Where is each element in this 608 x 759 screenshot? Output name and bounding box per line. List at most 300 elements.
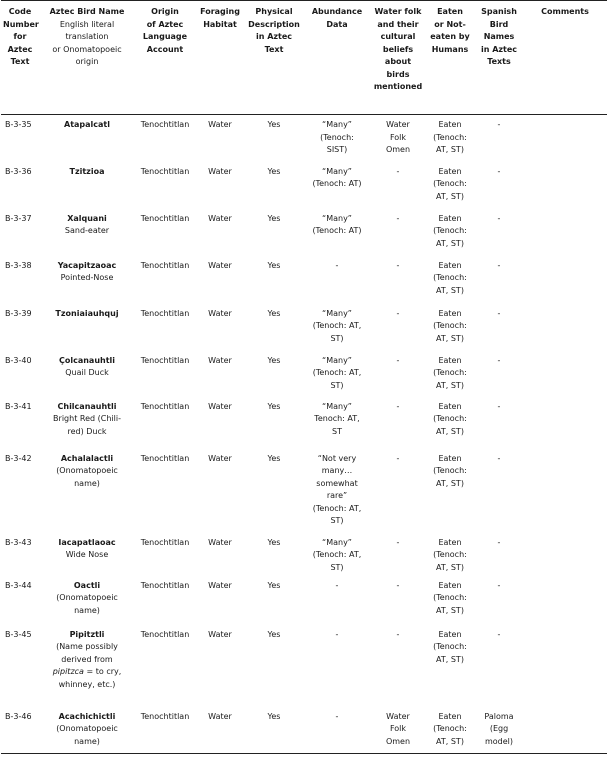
- cell-abundance: [303, 351, 371, 397]
- cell-code: B-3-38: [5, 260, 32, 270]
- abundance-line: ST: [332, 426, 342, 436]
- header-line: eaten by: [430, 32, 470, 41]
- cell-physical: Yes: [267, 537, 281, 547]
- eaten-line: (Tenoch:: [433, 550, 467, 559]
- water-folk-line: Water: [386, 120, 410, 129]
- bird-translation: red) Duck: [67, 426, 107, 436]
- eaten-line: AT, ST): [436, 562, 464, 572]
- cell-abundance: [303, 576, 371, 625]
- water-folk-line: -: [396, 401, 400, 411]
- cell-physical: Yes: [267, 213, 281, 223]
- cell-eaten: [425, 397, 475, 449]
- eaten-line: AT, ST): [436, 605, 464, 615]
- abundance-line: “Many”: [322, 355, 352, 365]
- cell-physical: Yes: [267, 120, 281, 129]
- cell-comments: [523, 304, 607, 351]
- cell-abundance: [303, 209, 371, 256]
- cell-water-folk: [371, 707, 425, 754]
- eaten-line: (Tenoch:: [433, 724, 467, 733]
- bird-translation: Bright Red (Chili-: [53, 414, 121, 423]
- cell-abundance: [303, 256, 371, 304]
- table-row: [1, 115, 607, 162]
- cell-physical: Yes: [267, 308, 281, 318]
- bird-name: Achalalactli: [60, 453, 114, 463]
- cell-abundance: [303, 707, 371, 754]
- water-folk-line: -: [396, 537, 400, 547]
- table-row: [1, 533, 607, 576]
- cell-origin: Tenochtitlan: [140, 166, 190, 176]
- abundance-line: (Tenoch: AT,: [312, 550, 362, 559]
- table-row: [1, 256, 607, 304]
- header-line: Language: [142, 32, 188, 41]
- cell-water-folk: [371, 304, 425, 351]
- cell-comments: [523, 625, 607, 707]
- bird-translation: whinney, etc.): [58, 679, 116, 689]
- cell-habitat: Water: [208, 308, 232, 318]
- bird-name: Pipitztli: [69, 629, 105, 639]
- cell-abundance: [303, 449, 371, 533]
- cell-origin: Tenochtitlan: [140, 537, 190, 547]
- bird-translation: (Onomatopoeic: [56, 724, 118, 733]
- cell-code: B-3-39: [5, 308, 32, 318]
- header-line: Aztec: [7, 44, 33, 54]
- eaten-line: Eaten: [438, 453, 462, 463]
- bird-translation: (Onomatopoeic: [56, 466, 118, 475]
- cell-eaten: [425, 162, 475, 209]
- cell-comments: [523, 576, 607, 625]
- bird-name: Çolcanauhtli: [58, 355, 116, 365]
- cell-eaten: [425, 707, 475, 754]
- cell-origin: Tenochtitlan: [140, 120, 190, 129]
- eaten-line: AT, ST): [436, 145, 464, 154]
- cell-comments: [523, 162, 607, 209]
- cell-bird-name: [39, 576, 135, 625]
- cell-physical: Yes: [267, 453, 281, 463]
- spanish-line: -: [497, 260, 501, 270]
- eaten-line: Eaten: [438, 355, 462, 365]
- cell-water-folk: [371, 162, 425, 209]
- cell-abundance: [303, 533, 371, 576]
- header-bird-name: [39, 1, 135, 115]
- abundance-line: ST): [330, 516, 344, 525]
- water-folk-line: Folk: [389, 132, 407, 142]
- header-line: cultural: [380, 32, 416, 41]
- spanish-line: -: [497, 213, 501, 223]
- cell-bird-name: [39, 707, 135, 754]
- header-line: Code: [8, 7, 32, 16]
- abundance-line: (Tenoch: AT): [312, 179, 362, 188]
- bird-translation: Quail Duck: [65, 368, 109, 377]
- table-row: [1, 209, 607, 256]
- header-line: Account: [146, 44, 184, 54]
- cell-spanish: [475, 256, 523, 304]
- cell-habitat: Water: [208, 166, 232, 176]
- table-row: [1, 397, 607, 449]
- cell-abundance: [303, 115, 371, 162]
- bird-translation: name): [74, 605, 100, 615]
- cell-spanish: [475, 304, 523, 351]
- bird-translation: derived from: [61, 654, 113, 664]
- header-line: Data: [326, 19, 348, 29]
- eaten-line: Eaten: [438, 401, 462, 411]
- cell-physical: Yes: [267, 629, 281, 639]
- water-folk-line: -: [396, 213, 400, 223]
- header-line: Names: [483, 32, 515, 41]
- cell-eaten: [425, 576, 475, 625]
- cell-comments: [523, 256, 607, 304]
- header-line: about: [384, 57, 412, 66]
- bird-name: Oactli: [73, 580, 101, 590]
- cell-spanish: [475, 162, 523, 209]
- header-sub-line: English literal: [59, 19, 115, 29]
- table-row: [1, 304, 607, 351]
- water-folk-line: Folk: [389, 724, 407, 733]
- water-folk-line: -: [396, 355, 400, 365]
- cell-abundance: [303, 397, 371, 449]
- bird-name: Atapalcatl: [64, 120, 110, 129]
- header-line: Habitat: [203, 19, 237, 29]
- spanish-line: -: [497, 355, 501, 365]
- abundance-line: “Many”: [322, 166, 352, 176]
- cell-physical: Yes: [267, 401, 281, 411]
- spanish-line: -: [497, 120, 501, 129]
- cell-water-folk: [371, 397, 425, 449]
- header-sub-line: or Onomatopoeic: [52, 44, 122, 54]
- header-habitat: [195, 1, 245, 115]
- header-comments: [523, 1, 607, 115]
- table-body: [1, 115, 607, 754]
- cell-comments: [523, 115, 607, 162]
- cell-habitat: Water: [208, 580, 232, 590]
- cell-origin: Tenochtitlan: [140, 580, 190, 590]
- table-row: [1, 576, 607, 625]
- header-line: Spanish: [481, 7, 517, 16]
- cell-code: B-3-41: [5, 401, 32, 411]
- cell-code: B-3-45: [5, 629, 32, 639]
- spanish-line: -: [497, 308, 501, 318]
- cell-comments: [523, 351, 607, 397]
- aztec-bird-table: [1, 0, 607, 754]
- header-line: Aztec Bird Name: [49, 7, 125, 16]
- header-line: Foraging: [200, 7, 240, 16]
- cell-bird-name: [39, 625, 135, 707]
- cell-eaten: [425, 351, 475, 397]
- cell-code: B-3-43: [5, 537, 32, 547]
- cell-bird-name: [39, 115, 135, 162]
- eaten-line: Eaten: [438, 629, 462, 639]
- spanish-line: -: [497, 629, 501, 639]
- eaten-line: Eaten: [438, 120, 462, 129]
- bird-name: Yacapitzaoac: [57, 260, 117, 270]
- eaten-line: AT, ST): [436, 238, 464, 248]
- eaten-line: (Tenoch:: [433, 226, 467, 235]
- cell-spanish: [475, 707, 523, 754]
- water-folk-line: -: [396, 166, 400, 176]
- cell-bird-name: [39, 209, 135, 256]
- cell-eaten: [425, 533, 475, 576]
- cell-habitat: Water: [208, 537, 232, 547]
- bird-translation: (Onomatopoeic: [56, 593, 118, 602]
- eaten-line: (Tenoch:: [433, 593, 467, 602]
- cell-spanish: [475, 397, 523, 449]
- cell-abundance: [303, 304, 371, 351]
- eaten-line: AT, ST): [436, 191, 464, 201]
- eaten-line: (Tenoch:: [433, 368, 467, 377]
- water-folk-line: -: [396, 580, 400, 590]
- eaten-line: Eaten: [438, 213, 462, 223]
- eaten-line: (Tenoch:: [433, 642, 467, 651]
- abundance-line: -: [335, 629, 339, 639]
- header-line: in Aztec: [255, 32, 293, 41]
- spanish-line: Paloma: [484, 711, 514, 721]
- header-line: beliefs: [382, 44, 414, 54]
- cell-eaten: [425, 256, 475, 304]
- header-line: Text: [10, 57, 30, 66]
- bird-translation: Sand-eater: [64, 226, 110, 235]
- abundance-line: many…: [321, 466, 353, 475]
- table-row: [1, 351, 607, 397]
- cell-water-folk: [371, 533, 425, 576]
- bird-translation: name): [74, 478, 100, 488]
- spanish-line: -: [497, 580, 501, 590]
- spanish-line: -: [497, 166, 501, 176]
- header-abundance: [303, 1, 371, 115]
- cell-spanish: [475, 533, 523, 576]
- header-sub-line: translation: [65, 32, 109, 41]
- abundance-line: ST): [330, 380, 344, 390]
- header-line: or Not-: [434, 19, 466, 29]
- bird-name: Acachichictli: [58, 711, 116, 721]
- spanish-line: -: [497, 453, 501, 463]
- cell-comments: [523, 533, 607, 576]
- water-folk-line: -: [396, 308, 400, 318]
- cell-water-folk: [371, 115, 425, 162]
- eaten-line: AT, ST): [436, 478, 464, 488]
- water-folk-line: Omen: [385, 736, 411, 746]
- header-line: Abundance: [311, 7, 363, 16]
- header-line: Texts: [487, 57, 511, 66]
- bird-translation: pipitzca = to cry,: [52, 667, 122, 676]
- eaten-line: (Tenoch:: [433, 414, 467, 423]
- abundance-line: (Tenoch: AT): [312, 226, 362, 235]
- water-folk-line: Omen: [385, 145, 411, 154]
- eaten-line: Eaten: [438, 580, 462, 590]
- cell-origin: Tenochtitlan: [140, 213, 190, 223]
- header-row: [1, 1, 607, 115]
- abundance-line: “Many”: [322, 537, 352, 547]
- bird-name: Xalquani: [67, 213, 107, 223]
- abundance-line: ST): [330, 562, 344, 572]
- cell-eaten: [425, 449, 475, 533]
- abundance-line: ST): [330, 333, 344, 343]
- cell-water-folk: [371, 256, 425, 304]
- cell-origin: Tenochtitlan: [140, 355, 190, 365]
- header-line: Eaten: [437, 7, 463, 16]
- abundance-line: “Many”: [322, 120, 352, 129]
- eaten-line: Eaten: [438, 260, 462, 270]
- eaten-line: AT, ST): [436, 380, 464, 390]
- abundance-line: -: [335, 580, 339, 590]
- cell-eaten: [425, 115, 475, 162]
- header-line: mentioned: [373, 82, 423, 91]
- cell-water-folk: [371, 449, 425, 533]
- eaten-line: AT, ST): [436, 736, 464, 746]
- cell-spanish: [475, 625, 523, 707]
- cell-bird-name: [39, 449, 135, 533]
- header-code: [1, 1, 39, 115]
- eaten-line: Eaten: [438, 711, 462, 721]
- cell-abundance: [303, 625, 371, 707]
- cell-code: B-3-46: [5, 711, 32, 721]
- header-water-folk: [371, 1, 425, 115]
- cell-habitat: Water: [208, 711, 232, 721]
- header-line: Water folk: [374, 7, 422, 16]
- cell-water-folk: [371, 209, 425, 256]
- bird-translation: name): [74, 736, 100, 746]
- cell-habitat: Water: [208, 401, 232, 411]
- abundance-line: “Many”: [322, 308, 352, 318]
- cell-habitat: Water: [208, 629, 232, 639]
- abundance-line: “Many”: [322, 213, 352, 223]
- eaten-line: (Tenoch:: [433, 179, 467, 188]
- abundance-line: (Tenoch: AT,: [312, 321, 362, 330]
- cell-comments: [523, 449, 607, 533]
- cell-habitat: Water: [208, 453, 232, 463]
- cell-eaten: [425, 209, 475, 256]
- header-line: Number: [3, 19, 39, 29]
- cell-spanish: [475, 449, 523, 533]
- abundance-line: somewhat: [316, 478, 358, 488]
- cell-abundance: [303, 162, 371, 209]
- water-folk-line: -: [396, 260, 400, 270]
- cell-physical: Yes: [267, 580, 281, 590]
- bird-name: Iacapatlaoac: [58, 537, 116, 547]
- cell-eaten: [425, 304, 475, 351]
- bird-translation: Pointed-Nose: [60, 273, 114, 282]
- cell-habitat: Water: [208, 213, 232, 223]
- abundance-line: (Tenoch: AT,: [312, 368, 362, 377]
- water-folk-line: -: [396, 453, 400, 463]
- eaten-line: Eaten: [438, 537, 462, 547]
- table-row: [1, 707, 607, 754]
- cell-origin: Tenochtitlan: [140, 453, 190, 463]
- cell-origin: Tenochtitlan: [140, 401, 190, 411]
- table-row: [1, 449, 607, 533]
- header-line: Origin: [151, 7, 179, 16]
- header-line: for: [13, 32, 27, 41]
- spanish-line: model): [484, 736, 514, 746]
- eaten-line: AT, ST): [436, 426, 464, 436]
- eaten-line: AT, ST): [436, 654, 464, 664]
- cell-code: B-3-35: [5, 120, 32, 129]
- cell-code: B-3-40: [5, 355, 32, 365]
- cell-spanish: [475, 209, 523, 256]
- header-line: birds: [386, 69, 410, 79]
- table-row: [1, 625, 607, 707]
- header-spanish: [475, 1, 523, 115]
- header-line: Humans: [431, 44, 469, 54]
- cell-water-folk: [371, 625, 425, 707]
- header-line: Bird: [489, 19, 509, 29]
- eaten-line: (Tenoch:: [433, 466, 467, 475]
- bird-name: Chilcanauhtli: [57, 401, 117, 411]
- cell-physical: Yes: [267, 355, 281, 365]
- abundance-line: rare”: [326, 491, 348, 500]
- abundance-line: -: [335, 260, 339, 270]
- spanish-line: -: [497, 537, 501, 547]
- header-line: and their: [377, 19, 419, 29]
- spanish-line: -: [497, 401, 501, 411]
- cell-code: B-3-44: [5, 580, 32, 590]
- eaten-line: AT, ST): [436, 333, 464, 343]
- cell-water-folk: [371, 576, 425, 625]
- cell-physical: Yes: [267, 166, 281, 176]
- cell-bird-name: [39, 397, 135, 449]
- cell-physical: Yes: [267, 711, 281, 721]
- cell-origin: Tenochtitlan: [140, 629, 190, 639]
- cell-spanish: [475, 576, 523, 625]
- bird-translation: (Name possibly: [56, 642, 118, 651]
- eaten-line: Eaten: [438, 166, 462, 176]
- cell-comments: [523, 397, 607, 449]
- header-origin: [135, 1, 195, 115]
- header-line: Text: [264, 44, 284, 54]
- header-sub-line: origin: [75, 57, 99, 66]
- water-folk-line: -: [396, 629, 400, 639]
- header-line: of Aztec: [146, 19, 184, 29]
- cell-water-folk: [371, 351, 425, 397]
- eaten-line: (Tenoch:: [433, 273, 467, 282]
- cell-bird-name: [39, 304, 135, 351]
- cell-physical: Yes: [267, 260, 281, 270]
- header-eaten: [425, 1, 475, 115]
- abundance-line: Tenoch: AT,: [314, 414, 360, 423]
- abundance-line: -: [335, 711, 339, 721]
- table-row: [1, 162, 607, 209]
- cell-bird-name: [39, 351, 135, 397]
- cell-origin: Tenochtitlan: [140, 260, 190, 270]
- cell-code: B-3-37: [5, 213, 32, 223]
- spanish-line: (Egg: [489, 724, 509, 733]
- cell-eaten: [425, 625, 475, 707]
- header-line: Description: [248, 19, 300, 29]
- header-line: Physical: [255, 7, 293, 16]
- header-line: Comments: [541, 7, 589, 16]
- eaten-line: Eaten: [438, 308, 462, 318]
- cell-comments: [523, 209, 607, 256]
- abundance-line: (Tenoch: AT,: [312, 503, 362, 513]
- cell-bird-name: [39, 162, 135, 209]
- bird-name: Tzitzioa: [69, 166, 105, 176]
- cell-bird-name: [39, 256, 135, 304]
- eaten-line: (Tenoch:: [433, 321, 467, 330]
- cell-code: B-3-42: [5, 453, 32, 463]
- cell-spanish: [475, 351, 523, 397]
- bird-translation: Wide Nose: [65, 550, 109, 559]
- header-physical: [245, 1, 303, 115]
- cell-origin: Tenochtitlan: [140, 308, 190, 318]
- header-line: in Aztec: [480, 44, 518, 54]
- abundance-line: SIST): [326, 145, 348, 154]
- cell-habitat: Water: [208, 260, 232, 270]
- cell-habitat: Water: [208, 355, 232, 365]
- abundance-line: “Not very: [317, 453, 357, 463]
- water-folk-line: Water: [386, 711, 410, 721]
- cell-habitat: Water: [208, 120, 232, 129]
- cell-origin: Tenochtitlan: [140, 711, 190, 721]
- cell-comments: [523, 707, 607, 754]
- cell-spanish: [475, 115, 523, 162]
